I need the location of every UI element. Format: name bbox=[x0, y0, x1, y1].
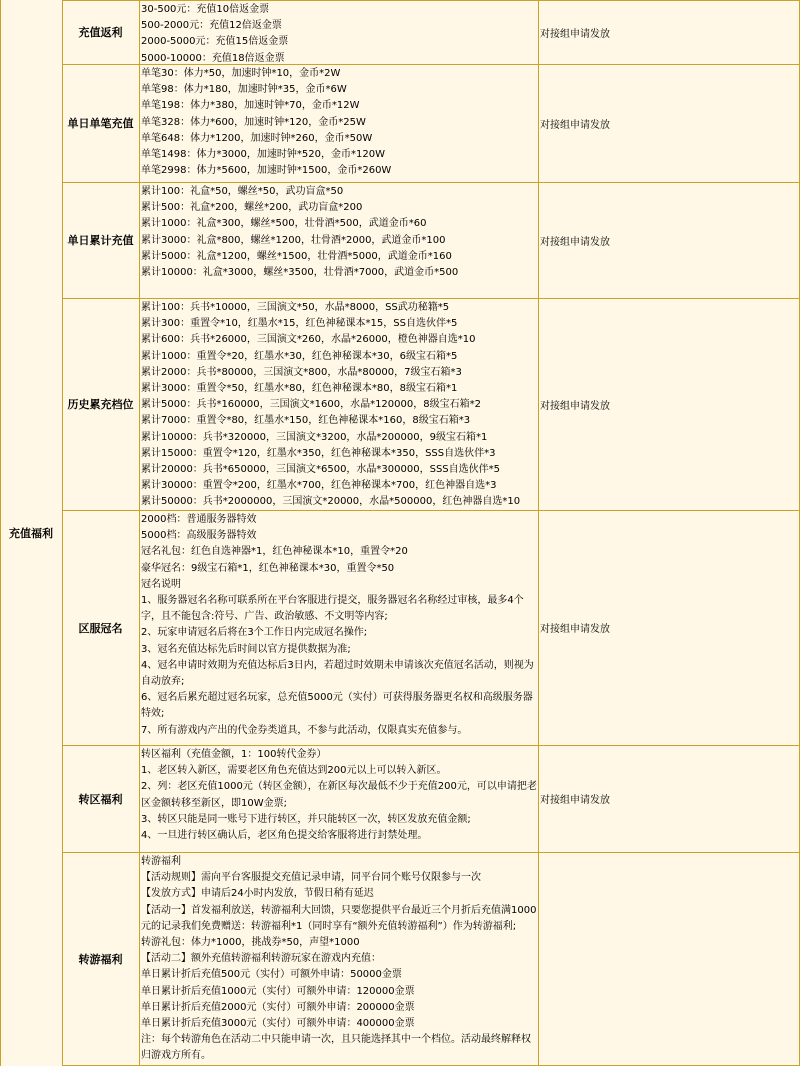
content-line: 单笔98：体力*180，加速时钟*35，金币*6W bbox=[141, 84, 347, 96]
content-line: 单日累计折后充值2000元（实付）可额外申请：200000金票 bbox=[141, 1001, 415, 1013]
content-line: 累计100：礼盒*50，螺丝*50，武功盲盒*50 bbox=[141, 186, 344, 197]
content-line: 转游福利 bbox=[141, 856, 181, 867]
grid-hline bbox=[62, 182, 800, 183]
content-line: 累计10000：礼盒*3000，螺丝*3500，壮骨酒*7000，武道金币*500 bbox=[141, 267, 459, 279]
content-line: 7、所有游戏内产出的代金券类道具，不参与此活动，仅限真实充值参与。 bbox=[141, 724, 468, 736]
content-line: 累计15000：重置令*120，红墨水*350，红色神秘课本*350，SSS自选伙伴*3 bbox=[141, 447, 496, 459]
content-line: 累计10000：兵书*320000，三国演文*3200，水晶*200000，9级宝石箱*1 bbox=[141, 431, 488, 443]
content-line: 【活动二】额外充值转游福利转游玩家在游戏内充值： bbox=[141, 953, 381, 965]
row-label: 转区福利 bbox=[62, 745, 139, 852]
row-content bbox=[139, 184, 538, 298]
grid-hline bbox=[62, 510, 800, 511]
content-line: 转游礼包：体力*1000，挑战券*50，声望*1000 bbox=[141, 937, 360, 949]
grid-vline bbox=[139, 0, 140, 1066]
row-content bbox=[139, 512, 538, 745]
content-line: 【发放方式】申请后24小时内发放，节假日稍有延迟 bbox=[141, 888, 374, 900]
grid-hline bbox=[62, 298, 800, 299]
content-line: 单日累计折后充值1000元（实付）可额外申请：120000金票 bbox=[141, 985, 415, 997]
row-note: 对接组申请发放 bbox=[538, 64, 800, 182]
row-label: 历史累充档位 bbox=[62, 298, 139, 510]
content-line: 豪华冠名：9级宝石箱*1，红色神秘课本*30，重置令*50 bbox=[141, 562, 395, 574]
content-line: 累计300：重置令*10，红墨水*15，红色神秘课本*15，SS自选伙伴*5 bbox=[141, 318, 458, 330]
row-label: 单日单笔充值 bbox=[62, 64, 139, 182]
row-note: 对接组申请发放 bbox=[538, 182, 800, 298]
grid-vline bbox=[538, 0, 539, 1066]
content-line: 1、服务器冠名名称可联系所在平台客服进行提交，服务器冠名名称经过审核，最多4个字，且不能包含:符号、广告、政治敏感、不文明等内容; bbox=[141, 595, 524, 623]
content-line: 2000-5000元：充值15倍返金票 bbox=[141, 36, 289, 48]
row-content bbox=[139, 747, 538, 852]
content-line: 【活动一】首发福利放送，转游福利大回馈，只要您提供平台最近三个月折后充值满1000元的记录我们免费赠送：转游福利*1（同时享有“额外充值转游福利”）作为转游福利; bbox=[141, 904, 537, 932]
content-line: 单笔648：体力*1200，加速时钟*260，金币*50W bbox=[141, 132, 373, 144]
content-line: 30-500元：充值10倍返金票 bbox=[141, 4, 270, 15]
grid-vline bbox=[0, 0, 1, 1066]
category-label: 充值福利 bbox=[0, 0, 62, 1066]
grid-hline bbox=[62, 0, 800, 1]
content-line: 单笔198：体力*380，加速时钟*70，金币*12W bbox=[141, 100, 360, 112]
content-line: 单笔1498：体力*3000，加速时钟*520，金币*120W bbox=[141, 149, 385, 161]
content-line: 累计100：兵书*10000，三国演文*50，水晶*8000，SS武功秘籍*5 bbox=[141, 302, 450, 313]
row-note: 对接组申请发放 bbox=[538, 745, 800, 852]
content-line: 3、冠名充值达标先后时间以官方提供数据为准; bbox=[141, 643, 351, 655]
content-line: 累计500：礼盒*200，螺丝*200，武功盲盒*200 bbox=[141, 202, 363, 214]
content-line: 累计20000：兵书*650000，三国演文*6500，水晶*300000，SSS自选伙伴*5 bbox=[141, 464, 501, 476]
content-line: 2000档：普通服务器特效 bbox=[141, 514, 257, 525]
row-label: 转游福利 bbox=[62, 852, 139, 1066]
content-line: 累计5000：礼盒*1200，螺丝*1500，壮骨酒*5000，武道金币*160 bbox=[141, 250, 452, 262]
row-content bbox=[139, 66, 538, 182]
content-line: 6、冠名后累充超过冠名玩家，总充值5000元（实付）可获得服务器更名权和高级服务器特效; bbox=[141, 692, 533, 720]
row-label: 单日累计充值 bbox=[62, 182, 139, 298]
content-line: 冠名礼包：红色自选神器*1，红色神秘课本*10，重置令*20 bbox=[141, 546, 408, 558]
content-line: 单日累计折后充值500元（实付）可额外申请：50000金票 bbox=[141, 969, 402, 981]
content-line: 累计50000：兵书*2000000，三国演文*20000，水晶*500000，红色神器自选*10 bbox=[141, 496, 521, 508]
content-line: 累计3000：礼盒*800，螺丝*1200，壮骨酒*2000，武道金币*100 bbox=[141, 234, 446, 246]
grid-vline bbox=[62, 0, 63, 1066]
content-line: 单笔328：体力*600，加速时钟*120，金币*25W bbox=[141, 116, 366, 128]
row-content bbox=[139, 854, 538, 1066]
row-content bbox=[139, 300, 538, 510]
row-label: 区服冠名 bbox=[62, 510, 139, 745]
content-line: 单笔2998：体力*5600，加速时钟*1500，金币*260W bbox=[141, 165, 392, 177]
content-line: 2、列：老区充值1000元（转区金额），在新区每次最低不少于充值200元，可以申请把老区金额转移至新区，即10W金票; bbox=[141, 781, 537, 809]
content-line: 【活动规则】需向平台客服提交充值记录申请，同平台同个账号仅限参与一次 bbox=[141, 872, 481, 884]
content-line: 4、一旦进行转区确认后，老区角色提交给客服将进行封禁处理。 bbox=[141, 830, 428, 842]
content-line: 500-2000元：充值12倍返金票 bbox=[141, 20, 282, 32]
content-line: 单日累计折后充值3000元（实付）可额外申请：400000金票 bbox=[141, 1018, 415, 1030]
row-note bbox=[538, 852, 800, 1066]
content-line: 累计1000：礼盒*300，螺丝*500，壮骨酒*500，武道金币*60 bbox=[141, 218, 427, 230]
content-line: 累计2000：兵书*80000，三国演文*800，水晶*80000，7级宝石箱*3 bbox=[141, 366, 462, 378]
content-line: 转区福利（充值金额，1：100转代金券） bbox=[141, 749, 327, 760]
content-line: 4、冠名申请时效期为充值达标后3日内，若超过时效期未申请该次充值冠名活动，则视为自动放弃; bbox=[141, 659, 534, 688]
content-line: 5000档：高级服务器特效 bbox=[141, 530, 257, 542]
content-line: 累计7000：重置令*80，红墨水*150，红色神秘课本*160，8级宝石箱*3 bbox=[141, 415, 471, 427]
content-line: 5000-10000：充值18倍返金票 bbox=[141, 52, 285, 64]
row-note: 对接组申请发放 bbox=[538, 298, 800, 510]
grid-hline bbox=[62, 64, 800, 65]
content-line: 累计3000：重置令*50，红墨水*80，红色神秘课本*80，8级宝石箱*1 bbox=[141, 383, 458, 395]
content-line: 3、转区只能是同一账号下进行转区，并只能转区一次，转区发放充值金额; bbox=[141, 813, 471, 825]
content-line: 累计5000：兵书*160000，三国演文*1600，水晶*120000，8级宝石箱*2 bbox=[141, 399, 481, 411]
content-line: 累计1000：重置令*20，红墨水*30，红色神秘课本*30，6级宝石箱*5 bbox=[141, 350, 458, 362]
grid-hline bbox=[62, 852, 800, 853]
content-line: 1、老区转入新区，需要老区角色充值达到200元以上可以转入新区。 bbox=[141, 765, 447, 777]
content-line: 累计30000：重置令*200，红墨水*700，红色神秘课本*700，红色神器自选*3 bbox=[141, 480, 497, 492]
content-line: 累计600：兵书*26000，三国演文*260，水晶*26000，橙色神器自选*10 bbox=[141, 334, 476, 346]
row-label: 充值返利 bbox=[62, 0, 139, 64]
row-content bbox=[139, 2, 538, 64]
grid-hline bbox=[62, 745, 800, 746]
content-line: 注：每个转游角色在活动二中只能申请一次，且只能选择其中一个档位。活动最终解释权归游戏方所有。 bbox=[141, 1034, 531, 1062]
content-line: 单笔30：体力*50，加速时钟*10，金币*2W bbox=[141, 68, 341, 79]
row-note: 对接组申请发放 bbox=[538, 0, 800, 64]
row-note: 对接组申请发放 bbox=[538, 510, 800, 745]
content-line: 2、玩家申请冠名后将在3个工作日内完成冠名操作; bbox=[141, 627, 368, 639]
content-line: 冠名说明 bbox=[141, 578, 181, 590]
